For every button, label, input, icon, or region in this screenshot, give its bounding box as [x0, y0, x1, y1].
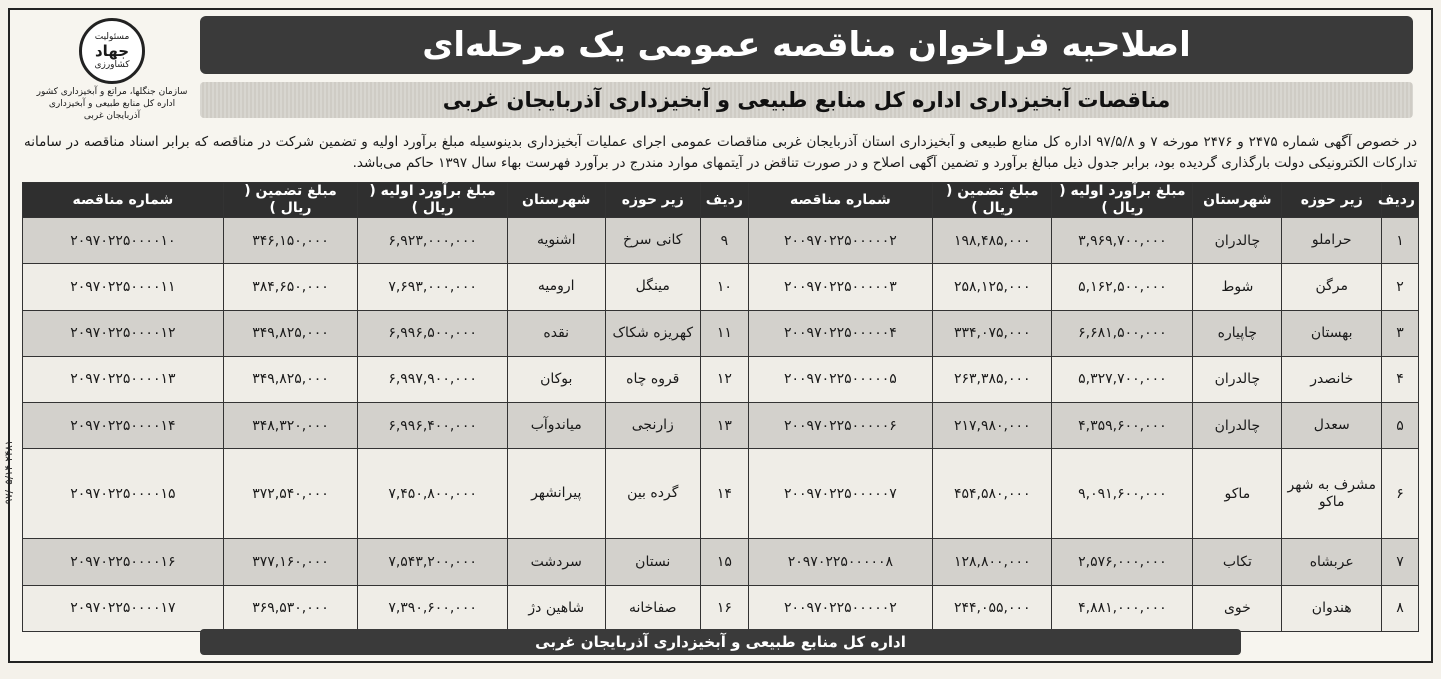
estimate: ۴,۳۵۹,۶۰۰,۰۰۰ — [1052, 403, 1193, 449]
tender-table — [22, 182, 1419, 632]
guarantee: ۲۱۷,۹۸۰,۰۰۰ — [933, 403, 1052, 449]
city: چالدران — [1193, 356, 1282, 402]
tender-number: ۲۰۰۹۷۰۲۲۵۰۰۰۰۰۶ — [748, 403, 932, 449]
logo-caption: سازمان جنگلها، مراتع و آبخیزداری کشور اداره کل منابع طبیعی و آبخیزداری آذربایجان غربی — [36, 87, 188, 121]
table-body — [23, 218, 1419, 632]
page-subtitle: مناقصات آبخیزداری اداره کل منابع طبیعی و آبخیزداری آذربایجان غربی — [442, 88, 1171, 112]
estimate: ۹,۰۹۱,۶۰۰,۰۰۰ — [1052, 449, 1193, 539]
tender-number: ۲۰۹۷۰۲۲۵۰۰۰۰۱۴ — [23, 403, 224, 449]
logo-line-1: مسئولیت — [94, 32, 130, 42]
footer-text: اداره کل منابع طبیعی و آبخیزداری آذربایجان غربی — [535, 633, 906, 651]
subarea: حراملو — [1282, 218, 1382, 264]
guarantee: ۳۸۴,۶۵۰,۰۰۰ — [223, 264, 358, 310]
logo-line-3: کشاورزی — [94, 60, 130, 70]
header-row-number-2: ردیف — [700, 183, 748, 218]
intro-paragraph: در خصوص آگهی شماره ۲۴۷۵ و ۲۴۷۶ مورخه ۷ و ۹۷/۵/۸ اداره کل منابع طبیعی و آبخیزداری استان آذربایجان غربی مناقصات عمومی اجرای عملیات آبخیزداری بدینوسیله مبلغ برآورد اولیه و تضمین شرکت در مناقصه که برابر اسناد مناقصه در سامانه تدارکات الکترونیکی دولت بارگذاری گردیده بود، برابر جدول ذیل مبالغ برآورد و تضمین آگهی اصلاح و در صورت تناقض در آیتمهای موارد مندرج در برآورد فهرست بهاء سال ۱۳۹۷ حاکم می‌باشد. — [24, 134, 1417, 171]
guarantee: ۲۴۴,۰۵۵,۰۰۰ — [933, 585, 1052, 631]
tender-number: ۲۰۹۷۰۲۲۵۰۰۰۰۱۶ — [23, 539, 224, 585]
header-guarantee: مبلغ تضمین ( ریال ) — [933, 183, 1052, 218]
estimate: ۶,۹۹۶,۴۰۰,۰۰۰ — [358, 403, 508, 449]
table-row — [23, 539, 1419, 585]
city: سردشت — [507, 539, 605, 585]
guarantee: ۳۶۹,۵۳۰,۰۰۰ — [223, 585, 358, 631]
subarea: سعدل — [1282, 403, 1382, 449]
row-number: ۹ — [700, 218, 748, 264]
header-estimate: مبلغ برآورد اولیه ( ریال ) — [1052, 183, 1193, 218]
row-number: ۴ — [1382, 356, 1419, 402]
subarea: عربشاه — [1282, 539, 1382, 585]
header-tender-number-2: شماره مناقصه — [23, 183, 224, 218]
estimate: ۲,۵۷۶,۰۰۰,۰۰۰ — [1052, 539, 1193, 585]
tender-number: ۲۰۰۹۷۰۲۲۵۰۰۰۰۰۲ — [748, 218, 932, 264]
estimate: ۷,۳۹۰,۶۰۰,۰۰۰ — [358, 585, 508, 631]
subarea: کهریزه شکاک — [605, 310, 700, 356]
city: چالدران — [1193, 218, 1282, 264]
city: خوی — [1193, 585, 1282, 631]
city: شاهین دژ — [507, 585, 605, 631]
tender-number: ۲۰۹۷۰۲۲۵۰۰۰۰۱۷ — [23, 585, 224, 631]
header-subarea: زیر حوزه — [1282, 183, 1382, 218]
title-banner — [200, 16, 1413, 74]
row-number: ۲ — [1382, 264, 1419, 310]
estimate: ۶,۶۸۱,۵۰۰,۰۰۰ — [1052, 310, 1193, 356]
row-number: ۶ — [1382, 449, 1419, 539]
city: شوط — [1193, 264, 1282, 310]
jahad-emblem-icon — [79, 18, 145, 84]
header-city: شهرستان — [1193, 183, 1282, 218]
guarantee: ۳۴۸,۳۲۰,۰۰۰ — [223, 403, 358, 449]
tender-table-wrapper — [22, 182, 1419, 632]
table-row — [23, 310, 1419, 356]
tender-number: ۲۰۰۹۷۰۲۲۵۰۰۰۰۰۷ — [748, 449, 932, 539]
row-number: ۱۵ — [700, 539, 748, 585]
city: میاندوآب — [507, 403, 605, 449]
guarantee: ۳۷۷,۱۶۰,۰۰۰ — [223, 539, 358, 585]
guarantee: ۱۹۸,۴۸۵,۰۰۰ — [933, 218, 1052, 264]
subarea: گرده بین — [605, 449, 700, 539]
row-number: ۱ — [1382, 218, 1419, 264]
estimate: ۶,۹۹۶,۵۰۰,۰۰۰ — [358, 310, 508, 356]
subarea: کانی سرخ — [605, 218, 700, 264]
estimate: ۷,۵۴۳,۲۰۰,۰۰۰ — [358, 539, 508, 585]
city: بوکان — [507, 356, 605, 402]
organization-logo — [32, 18, 192, 126]
city: اشنویه — [507, 218, 605, 264]
table-row — [23, 264, 1419, 310]
subarea: زارنجی — [605, 403, 700, 449]
page-title: اصلاحیه فراخوان مناقصه عمومی یک مرحله‌ای — [422, 25, 1191, 65]
row-number: ۱۰ — [700, 264, 748, 310]
subarea: بهستان — [1282, 310, 1382, 356]
subarea: صفاخانه — [605, 585, 700, 631]
header-estimate-2: مبلغ برآورد اولیه ( ریال ) — [358, 183, 508, 218]
city: ارومیه — [507, 264, 605, 310]
estimate: ۶,۹۲۳,۰۰۰,۰۰۰ — [358, 218, 508, 264]
subarea: هندوان — [1282, 585, 1382, 631]
row-number: ۱۱ — [700, 310, 748, 356]
city: نقده — [507, 310, 605, 356]
tender-number: ۲۰۹۷۰۲۲۵۰۰۰۰۱۱ — [23, 264, 224, 310]
city: پیرانشهر — [507, 449, 605, 539]
guarantee: ۱۲۸,۸۰۰,۰۰۰ — [933, 539, 1052, 585]
guarantee: ۳۴۹,۸۲۵,۰۰۰ — [223, 310, 358, 356]
table-row — [23, 218, 1419, 264]
guarantee: ۴۵۴,۵۸۰,۰۰۰ — [933, 449, 1052, 539]
city: چاپیاره — [1193, 310, 1282, 356]
estimate: ۵,۱۶۲,۵۰۰,۰۰۰ — [1052, 264, 1193, 310]
header-subarea-2: زیر حوزه — [605, 183, 700, 218]
subarea: مشرف به شهر ماکو — [1282, 449, 1382, 539]
tender-number: ۲۰۰۹۷۰۲۲۵۰۰۰۰۰۳ — [748, 264, 932, 310]
tender-number: ۲۰۹۷۰۲۲۵۰۰۰۰۱۰ — [23, 218, 224, 264]
row-number: ۱۳ — [700, 403, 748, 449]
notice-sheet — [4, 8, 1433, 663]
tender-number: ۲۰۰۹۷۰۲۲۵۰۰۰۰۰۲ — [748, 585, 932, 631]
estimate: ۴,۸۸۱,۰۰۰,۰۰۰ — [1052, 585, 1193, 631]
guarantee: ۲۶۳,۳۸۵,۰۰۰ — [933, 356, 1052, 402]
tender-number: ۲۰۰۹۷۰۲۲۵۰۰۰۰۰۴ — [748, 310, 932, 356]
subarea: قروه چاه — [605, 356, 700, 402]
table-row — [23, 356, 1419, 402]
tender-number: ۲۰۹۷۰۲۲۵۰۰۰۰۱۳ — [23, 356, 224, 402]
table-row — [23, 403, 1419, 449]
guarantee: ۳۳۴,۰۷۵,۰۰۰ — [933, 310, 1052, 356]
table-row — [23, 449, 1419, 539]
estimate: ۷,۴۵۰,۸۰۰,۰۰۰ — [358, 449, 508, 539]
header-city-2: شهرستان — [507, 183, 605, 218]
tender-number: ۲۰۹۷۰۲۲۵۰۰۰۰۱۵ — [23, 449, 224, 539]
guarantee: ۳۷۲,۵۴۰,۰۰۰ — [223, 449, 358, 539]
row-number: ۱۴ — [700, 449, 748, 539]
subarea: مرگن — [1282, 264, 1382, 310]
row-number: ۵ — [1382, 403, 1419, 449]
estimate: ۵,۳۲۷,۷۰۰,۰۰۰ — [1052, 356, 1193, 402]
estimate: ۳,۹۶۹,۷۰۰,۰۰۰ — [1052, 218, 1193, 264]
header-tender-number: شماره مناقصه — [748, 183, 932, 218]
city: تکاب — [1193, 539, 1282, 585]
estimate: ۷,۶۹۳,۰۰۰,۰۰۰ — [358, 264, 508, 310]
subarea: نستان — [605, 539, 700, 585]
tender-number: ۲۰۹۷۰۲۲۵۰۰۰۰۱۲ — [23, 310, 224, 356]
logo-line-2: جهاد — [94, 42, 130, 60]
row-number: ۸ — [1382, 585, 1419, 631]
estimate: ۶,۹۹۷,۹۰۰,۰۰۰ — [358, 356, 508, 402]
guarantee: ۳۴۹,۸۲۵,۰۰۰ — [223, 356, 358, 402]
subarea: خانصدر — [1282, 356, 1382, 402]
subarea: مینگل — [605, 264, 700, 310]
row-number: ۷ — [1382, 539, 1419, 585]
row-number: ۱۲ — [700, 356, 748, 402]
table-row — [23, 585, 1419, 631]
table-header-row — [23, 183, 1419, 218]
city: چالدران — [1193, 403, 1282, 449]
subtitle-banner — [200, 82, 1413, 118]
tender-number: ۲۰۹۷۰۲۲۵۰۰۰۰۰۸ — [748, 539, 932, 585]
footer-banner — [200, 629, 1241, 655]
guarantee: ۲۵۸,۱۲۵,۰۰۰ — [933, 264, 1052, 310]
header-row-number: ردیف — [1382, 183, 1419, 218]
tender-number: ۲۰۰۹۷۰۲۲۵۰۰۰۰۰۵ — [748, 356, 932, 402]
row-number: ۳ — [1382, 310, 1419, 356]
row-number: ۱۶ — [700, 585, 748, 631]
guarantee: ۳۴۶,۱۵۰,۰۰۰ — [223, 218, 358, 264]
header-guarantee-2: مبلغ تضمین ( ریال ) — [223, 183, 358, 218]
side-stamp: ۹۷/۰۵/۱۴-۲۴۸۱ — [4, 440, 15, 505]
city: ماکو — [1193, 449, 1282, 539]
